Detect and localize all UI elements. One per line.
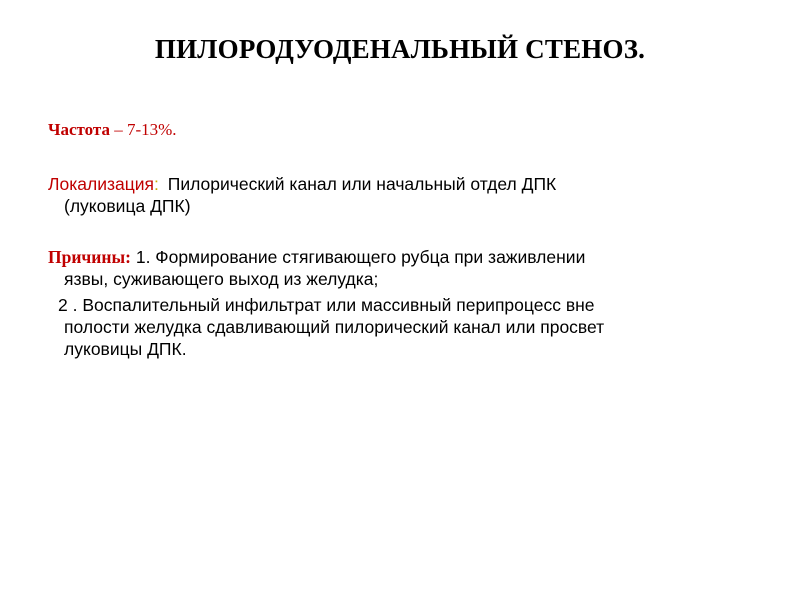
frequency-value: – 7-13%. (109, 120, 177, 139)
slide-title: ПИЛОРОДУОДЕНАЛЬНЫЙ СТЕНОЗ. (154, 34, 646, 64)
reason2-line2: полости желудка сдавливающий пилорический канал или просвет (64, 317, 605, 337)
localization-label: Локализация (48, 174, 155, 194)
frequency-paragraph (48, 119, 177, 141)
reason2-paragraph (48, 294, 768, 360)
reason2-line1: 2 . Воспалительный инфильтрат или массивный перипроцесс вне (58, 295, 595, 315)
localization-paragraph (48, 173, 768, 217)
reasons-label: Причины: (48, 247, 131, 267)
localization-colon: : (154, 174, 159, 194)
localization-text-line2: (луковица ДПК) (64, 196, 191, 216)
frequency-label: Частота (48, 120, 110, 139)
localization-text-line1: Пилорический канал или начальный отдел ДПК (167, 174, 557, 194)
reason1-line1: 1. Формирование стягивающего рубца при заживлении (130, 247, 586, 267)
reasons-paragraph (48, 246, 748, 290)
reason1-line2: язвы, суживающего выход из желудка; (64, 269, 379, 289)
reason2-line3: луковицы ДПК. (64, 339, 187, 359)
